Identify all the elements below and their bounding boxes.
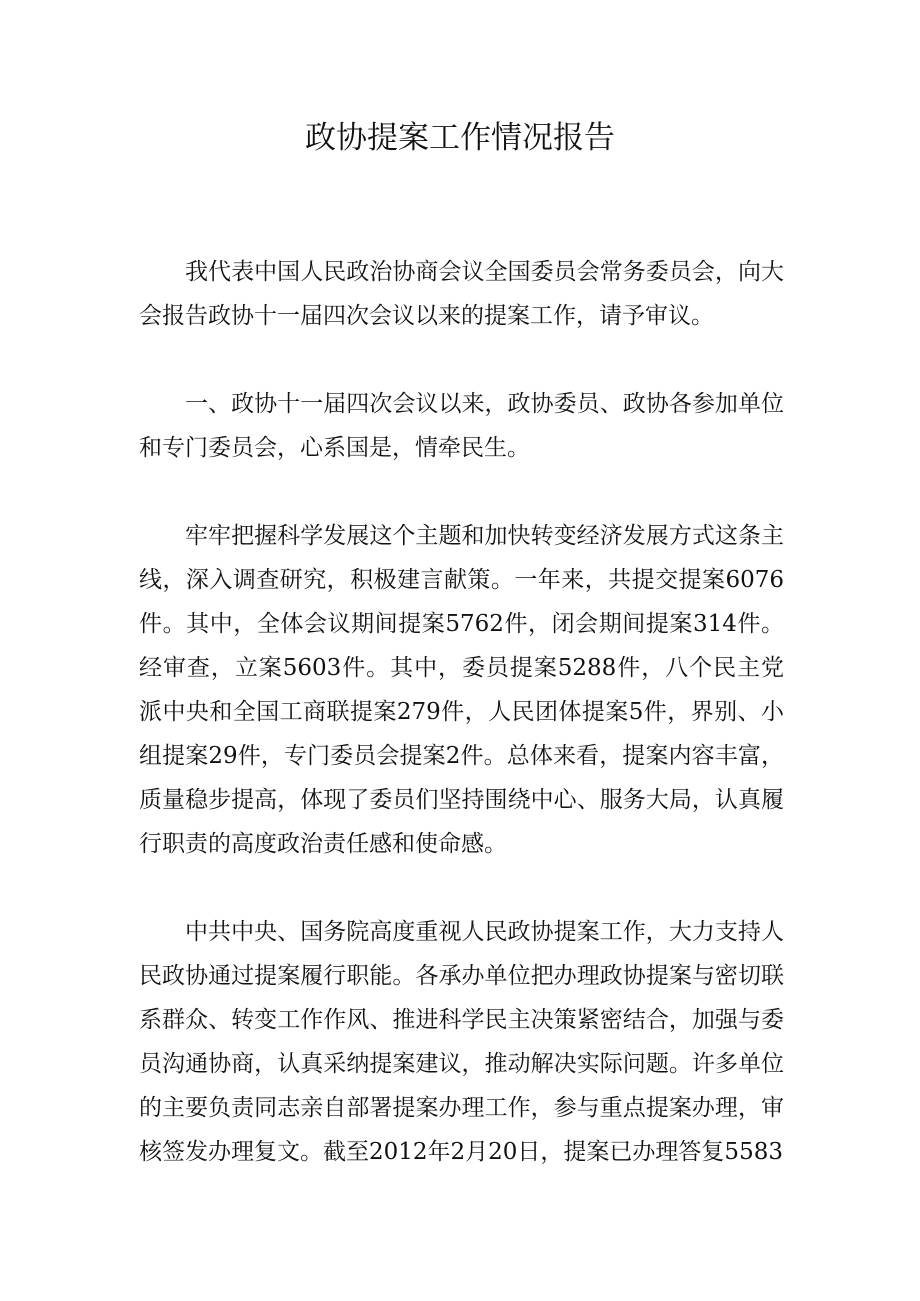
document-title: 政协提案工作情况报告 xyxy=(305,120,615,156)
paragraph: 我代表中国人民政治协商会议全国委员会常务委员会，向大会报告政协十一届四次会议以来的提案工作，请予审议。 xyxy=(139,259,784,329)
paragraph: 一、政协十一届四次会议以来，政协委员、政协各参加单位和专门委员会，心系国是，情牵民生。 xyxy=(139,391,784,461)
paragraph: 牢牢把握科学发展这个主题和加快转变经济发展方式这条主线，深入调查研究，积极建言献策。一年来，共提交提案6076件。其中，全体会议期间提案5762件，闭会期间提案314件。经审查，立案5603件。其中，委员提案5288件，八个民主党派中央和全国工商联提案279件，人民团体提案5件，界别、小组提案29件，专门委员会提案2件。总体来看，提案内容丰富，质量稳步提高，体现了委员们坚持围绕中心、服务大局，认真履行职责的高度政治责任感和使命感。 xyxy=(139,523,784,857)
paragraph: 中共中央、国务院高度重视人民政协提案工作，大力支持人民政协通过提案履行职能。各承办单位把办理政协提案与密切联系群众、转变工作作风、推进科学民主决策紧密结合，加强与委员沟通协商，认真采纳提案建议，推动解决实际问题。许多单位的主要负责同志亲自部署提案办理工作，参与重点提案办理，审核签发办理复文。截至2012年2月20日，提案已办理答复5583 xyxy=(139,919,784,1165)
document-body xyxy=(139,250,784,1174)
